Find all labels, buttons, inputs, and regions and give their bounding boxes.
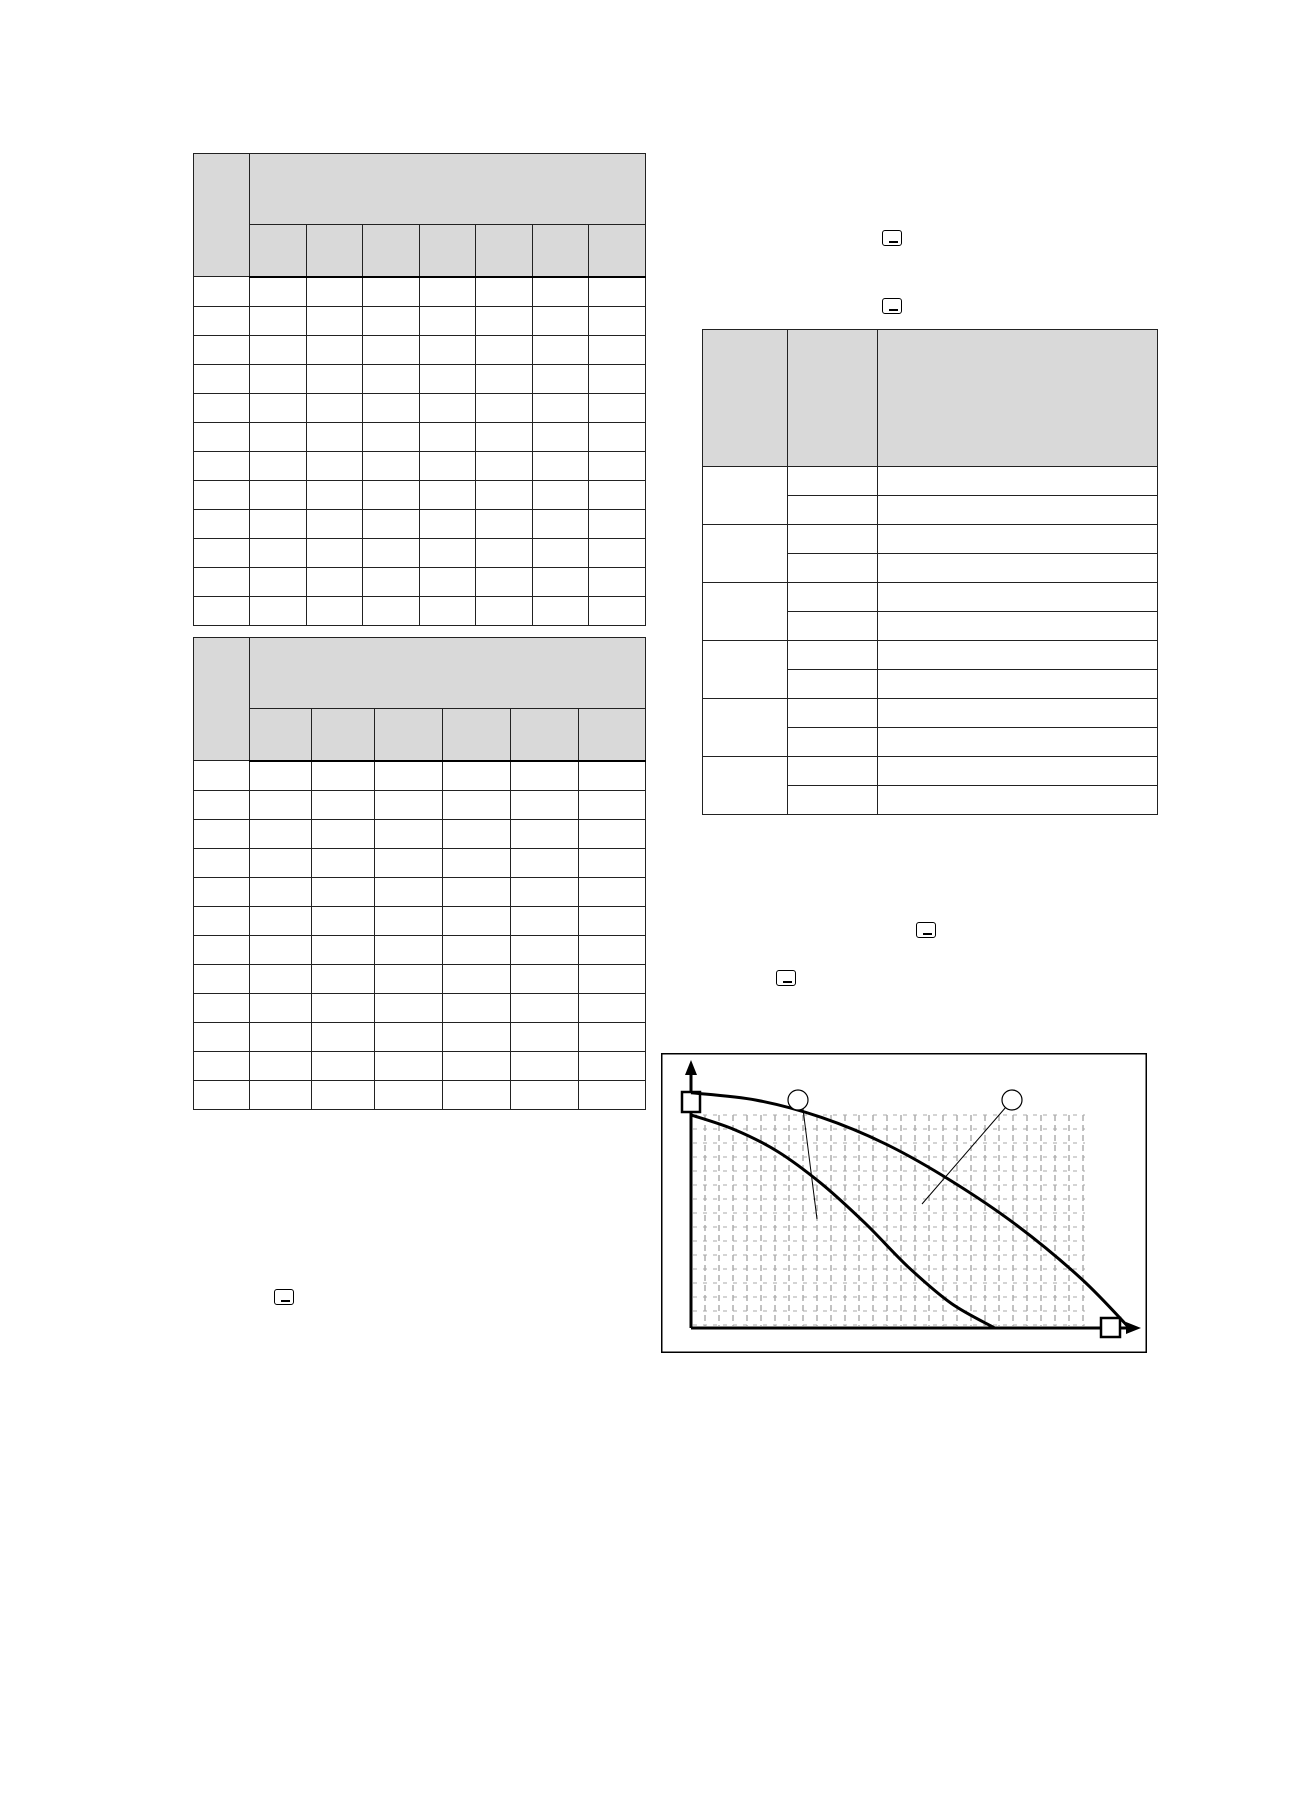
table-cell (878, 670, 1158, 699)
table-cell (250, 277, 307, 307)
table-cell (788, 670, 878, 699)
table-cell (250, 935, 312, 964)
table-cell (589, 364, 646, 393)
table-cell (476, 538, 533, 567)
table-cell (476, 422, 533, 451)
table-cell (878, 467, 1158, 496)
table-cell (312, 877, 375, 906)
table-cell (419, 567, 476, 596)
table-cell (532, 364, 589, 393)
table-cell (589, 538, 646, 567)
table-cell (250, 596, 307, 625)
table-cell (419, 335, 476, 364)
table-cell (443, 877, 511, 906)
table-cell (443, 819, 511, 848)
table-cell (476, 306, 533, 335)
table-cell (878, 757, 1158, 786)
table-cell (579, 1051, 646, 1080)
table-bottom-col-header (511, 709, 579, 761)
table-row (194, 509, 646, 538)
table-cell (476, 393, 533, 422)
table-cell (579, 790, 646, 819)
table-cell (419, 538, 476, 567)
table-cell (579, 761, 646, 791)
table-cell (250, 480, 307, 509)
table-cell (375, 877, 443, 906)
table-row (194, 819, 646, 848)
x-axis-label-box (1101, 1318, 1120, 1337)
table-row (194, 877, 646, 906)
table-cell (250, 819, 312, 848)
table-row (194, 422, 646, 451)
table-cell (532, 393, 589, 422)
table-cell (375, 1051, 443, 1080)
table-top-corner-header (194, 154, 250, 277)
table-cell (306, 393, 363, 422)
table-cell (476, 451, 533, 480)
table-cell (532, 596, 589, 625)
table-cell (443, 790, 511, 819)
table-top (193, 153, 646, 626)
table-top-group-header (250, 154, 646, 225)
table-cell (306, 451, 363, 480)
table-bottom-corner-header (194, 638, 250, 761)
table-cell (194, 1051, 250, 1080)
table-cell (194, 790, 250, 819)
table-cell (788, 496, 878, 525)
table-cell (312, 819, 375, 848)
table-cell (476, 509, 533, 538)
table-cell (579, 906, 646, 935)
table-row (194, 1080, 646, 1109)
table-cell (375, 790, 443, 819)
table-cell (250, 877, 312, 906)
table-cell (788, 583, 878, 612)
table-row (194, 848, 646, 877)
table-cell (250, 393, 307, 422)
table-row (194, 538, 646, 567)
table-cell (363, 335, 420, 364)
table-cell (194, 1080, 250, 1109)
table-cell (788, 525, 878, 554)
y-axis-label-box (682, 1092, 700, 1112)
table-cell (312, 761, 375, 791)
table-cell (312, 848, 375, 877)
keypad-button-icon (916, 922, 936, 938)
table-cell (878, 699, 1158, 728)
table-cell (306, 596, 363, 625)
table-row (194, 906, 646, 935)
table-cell (306, 480, 363, 509)
table-cell (878, 525, 1158, 554)
callout-marker-1 (788, 1090, 808, 1110)
table-cell (194, 306, 250, 335)
table-cell (312, 935, 375, 964)
table-row (194, 935, 646, 964)
table-cell (312, 964, 375, 993)
table-cell (194, 935, 250, 964)
table-cell (589, 596, 646, 625)
table-cell (375, 993, 443, 1022)
table-cell (511, 964, 579, 993)
table-cell (194, 480, 250, 509)
table-cell (476, 335, 533, 364)
table-group-cell (703, 699, 788, 757)
table-cell (579, 1022, 646, 1051)
table-cell (532, 306, 589, 335)
table-cell (419, 509, 476, 538)
table-row (703, 467, 1158, 496)
table-cell (194, 877, 250, 906)
table-cell (194, 1022, 250, 1051)
keypad-button-icon (776, 970, 796, 986)
table-cell (589, 306, 646, 335)
table-row (194, 451, 646, 480)
table-right-header-col3 (878, 330, 1158, 467)
table-top-col-header (363, 225, 420, 277)
table-cell (250, 422, 307, 451)
table-cell (589, 335, 646, 364)
table-cell (589, 567, 646, 596)
table-top-col-header (250, 225, 307, 277)
table-cell (419, 451, 476, 480)
table-bottom-group-header (250, 638, 646, 709)
table-group-cell (703, 525, 788, 583)
table-cell (443, 993, 511, 1022)
table-cell (194, 761, 250, 791)
table-cell (250, 335, 307, 364)
table-cell (788, 612, 878, 641)
table-cell (375, 848, 443, 877)
table-cell (250, 1051, 312, 1080)
table-cell (579, 1080, 646, 1109)
table-row (194, 480, 646, 509)
table-cell (250, 567, 307, 596)
table-cell (194, 567, 250, 596)
table-cell (878, 728, 1158, 757)
table-cell (194, 393, 250, 422)
table-cell (363, 538, 420, 567)
table-cell (579, 993, 646, 1022)
table-row (194, 306, 646, 335)
table-cell (579, 848, 646, 877)
table-cell (194, 964, 250, 993)
table-cell (443, 935, 511, 964)
table-cell (511, 819, 579, 848)
table-row (194, 335, 646, 364)
table-top-col-header (532, 225, 589, 277)
table-bottom-col-header (443, 709, 511, 761)
table-cell (443, 761, 511, 791)
table-cell (419, 306, 476, 335)
table-cell (194, 451, 250, 480)
table-cell (532, 335, 589, 364)
table-cell (878, 496, 1158, 525)
table-cell (532, 567, 589, 596)
table-cell (788, 641, 878, 670)
table-row (703, 641, 1158, 670)
table-cell (511, 1022, 579, 1051)
table-cell (194, 906, 250, 935)
table-cell (589, 480, 646, 509)
table-cell (589, 509, 646, 538)
table-row (194, 596, 646, 625)
table-bottom (193, 637, 646, 1110)
table-cell (788, 728, 878, 757)
table-cell (375, 1080, 443, 1109)
table-cell (194, 509, 250, 538)
table-cell (312, 1022, 375, 1051)
table-cell (306, 335, 363, 364)
keypad-button-icon (882, 230, 902, 246)
table-cell (363, 306, 420, 335)
table-cell (419, 596, 476, 625)
table-cell (312, 993, 375, 1022)
table-cell (419, 364, 476, 393)
table-cell (788, 699, 878, 728)
table-cell (363, 596, 420, 625)
table-row (703, 757, 1158, 786)
table-cell (306, 277, 363, 307)
table-cell (363, 393, 420, 422)
table-cell (306, 364, 363, 393)
table-cell (511, 877, 579, 906)
table-cell (511, 761, 579, 791)
table-cell (194, 538, 250, 567)
table-cell (532, 538, 589, 567)
table-row (194, 1022, 646, 1051)
table-cell (306, 422, 363, 451)
table-cell (194, 277, 250, 307)
table-cell (363, 567, 420, 596)
table-cell (375, 906, 443, 935)
table-cell (579, 964, 646, 993)
table-cell (443, 1080, 511, 1109)
table-cell (363, 509, 420, 538)
table-cell (878, 786, 1158, 815)
table-row (703, 699, 1158, 728)
table-cell (511, 790, 579, 819)
table-cell (532, 451, 589, 480)
table-cell (589, 451, 646, 480)
table-row (194, 790, 646, 819)
table-cell (312, 1080, 375, 1109)
keypad-button-icon (274, 1289, 294, 1305)
table-cell (788, 757, 878, 786)
table-bottom-col-header (579, 709, 646, 761)
table-cell (375, 1022, 443, 1051)
table-cell (312, 1051, 375, 1080)
table-cell (788, 467, 878, 496)
callout-marker-2 (1002, 1090, 1022, 1110)
table-cell (878, 641, 1158, 670)
table-bottom-col-header (312, 709, 375, 761)
table-group-cell (703, 757, 788, 815)
table-cell (788, 786, 878, 815)
table-group-cell (703, 583, 788, 641)
table-cell (476, 480, 533, 509)
table-cell (250, 306, 307, 335)
table-row (194, 1051, 646, 1080)
table-cell (579, 819, 646, 848)
table-cell (511, 848, 579, 877)
table-cell (375, 935, 443, 964)
keypad-button-icon (882, 298, 902, 314)
table-cell (250, 790, 312, 819)
table-cell (419, 480, 476, 509)
table-bottom-col-header (375, 709, 443, 761)
table-cell (250, 538, 307, 567)
table-cell (375, 819, 443, 848)
table-row (194, 277, 646, 307)
table-cell (306, 509, 363, 538)
table-cell (443, 964, 511, 993)
table-group-cell (703, 467, 788, 525)
table-cell (375, 964, 443, 993)
table-cell (532, 509, 589, 538)
table-right (702, 329, 1158, 815)
table-row (194, 761, 646, 791)
table-cell (419, 277, 476, 307)
table-cell (250, 964, 312, 993)
table-cell (250, 509, 307, 538)
table-cell (363, 480, 420, 509)
table-cell (443, 848, 511, 877)
table-cell (312, 790, 375, 819)
table-cell (312, 906, 375, 935)
table-cell (476, 567, 533, 596)
table-row (703, 525, 1158, 554)
table-cell (419, 393, 476, 422)
table-group-cell (703, 641, 788, 699)
table-cell (532, 277, 589, 307)
table-top-col-header (419, 225, 476, 277)
table-cell (476, 277, 533, 307)
table-cell (443, 1022, 511, 1051)
table-bottom-col-header (250, 709, 312, 761)
table-cell (511, 1051, 579, 1080)
table-cell (250, 364, 307, 393)
table-cell (476, 364, 533, 393)
table-cell (306, 538, 363, 567)
table-cell (589, 393, 646, 422)
table-row (194, 567, 646, 596)
table-cell (419, 422, 476, 451)
table-row (194, 393, 646, 422)
table-cell (589, 422, 646, 451)
table-cell (250, 906, 312, 935)
table-cell (250, 993, 312, 1022)
table-cell (306, 567, 363, 596)
table-cell (579, 935, 646, 964)
table-cell (363, 364, 420, 393)
table-top-col-header (476, 225, 533, 277)
table-cell (250, 848, 312, 877)
table-cell (476, 596, 533, 625)
table-cell (532, 422, 589, 451)
table-row (194, 964, 646, 993)
table-row (194, 993, 646, 1022)
table-cell (194, 596, 250, 625)
table-cell (511, 1080, 579, 1109)
table-row (194, 364, 646, 393)
table-cell (788, 554, 878, 583)
table-right-header-col2 (788, 330, 878, 467)
table-cell (443, 1051, 511, 1080)
table-cell (250, 1022, 312, 1051)
table-row (703, 583, 1158, 612)
table-cell (363, 277, 420, 307)
table-cell (194, 848, 250, 877)
table-cell (878, 554, 1158, 583)
table-cell (532, 480, 589, 509)
table-cell (375, 761, 443, 791)
table-cell (194, 819, 250, 848)
table-cell (443, 906, 511, 935)
table-cell (363, 451, 420, 480)
table-cell (194, 422, 250, 451)
table-cell (250, 1080, 312, 1109)
table-cell (579, 877, 646, 906)
table-cell (250, 761, 312, 791)
table-cell (878, 583, 1158, 612)
table-cell (306, 306, 363, 335)
table-cell (194, 335, 250, 364)
table-cell (250, 451, 307, 480)
table-cell (194, 364, 250, 393)
table-cell (363, 422, 420, 451)
table-cell (878, 612, 1158, 641)
table-cell (194, 993, 250, 1022)
table-right-header-col1 (703, 330, 788, 467)
table-cell (511, 935, 579, 964)
table-top-col-header (306, 225, 363, 277)
pump-curve-chart (661, 1053, 1147, 1353)
table-cell (589, 277, 646, 307)
table-cell (511, 993, 579, 1022)
table-cell (511, 906, 579, 935)
table-top-col-header (589, 225, 646, 277)
